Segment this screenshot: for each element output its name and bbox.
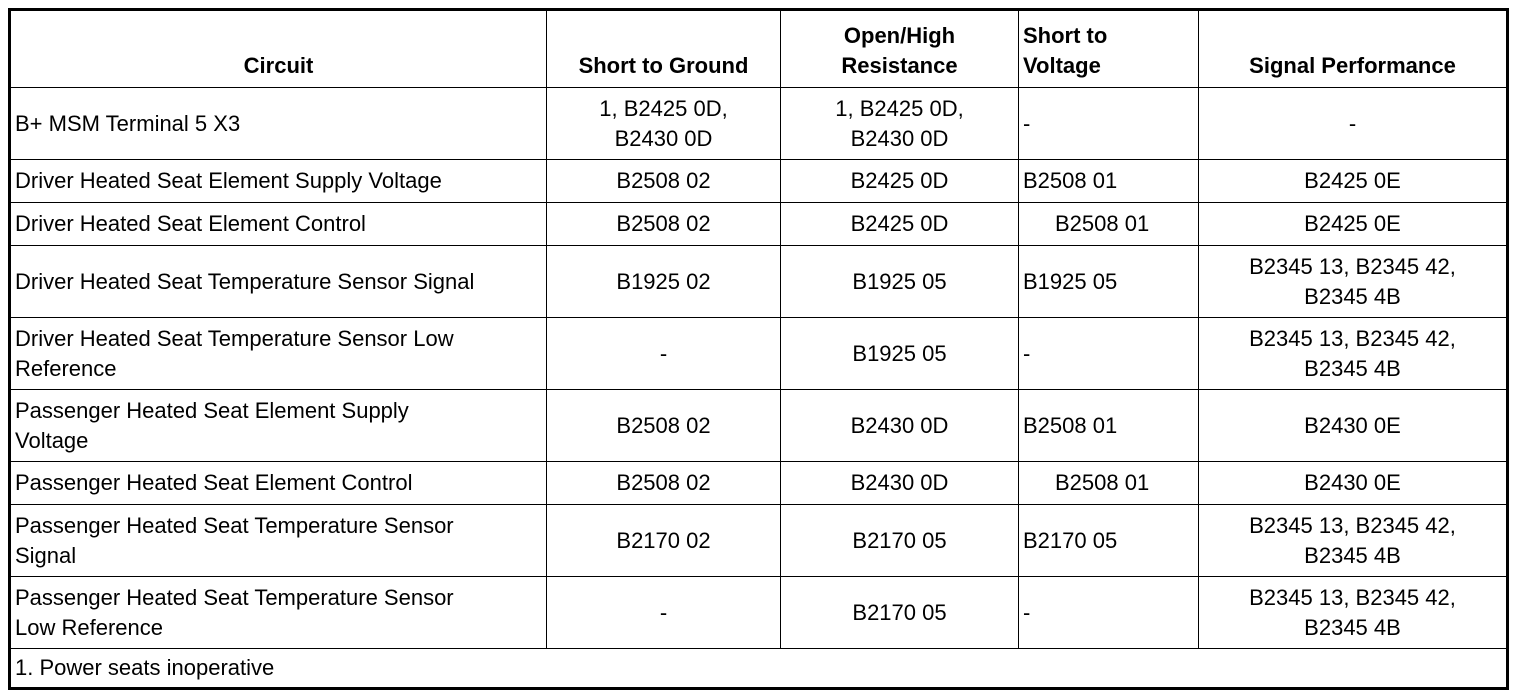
cell-signal-performance: - <box>1199 88 1508 160</box>
cell-open-high-resistance: 1, B2425 0D, B2430 0D <box>781 88 1019 160</box>
cell-signal-performance: B2430 0E <box>1199 462 1508 505</box>
cell-circuit: B+ MSM Terminal 5 X3 <box>10 88 547 160</box>
cell-short-to-ground: B2508 02 <box>547 203 781 246</box>
cell-short-to-voltage: - <box>1019 318 1199 390</box>
cell-short-to-ground: B1925 02 <box>547 246 781 318</box>
footnote: 1. Power seats inoperative <box>10 649 1508 689</box>
cell-short-to-voltage: B2170 05 <box>1019 505 1199 577</box>
header-short-to-voltage: Short to Voltage <box>1019 10 1199 88</box>
circuit-dtc-table <box>8 8 1509 690</box>
cell-short-to-ground: 1, B2425 0D, B2430 0D <box>547 88 781 160</box>
table-row <box>10 160 1508 203</box>
cell-circuit: Passenger Heated Seat Element Supply Voltage <box>10 390 547 462</box>
cell-signal-performance: B2425 0E <box>1199 160 1508 203</box>
table-row <box>10 88 1508 160</box>
cell-open-high-resistance: B2170 05 <box>781 577 1019 649</box>
cell-circuit: Passenger Heated Seat Temperature Sensor Signal <box>10 505 547 577</box>
cell-open-high-resistance: B1925 05 <box>781 246 1019 318</box>
dtc-table-container <box>8 8 1506 690</box>
cell-open-high-resistance: B2425 0D <box>781 160 1019 203</box>
table-row <box>10 203 1508 246</box>
cell-short-to-voltage: B2508 01 <box>1019 390 1199 462</box>
header-row <box>10 10 1508 88</box>
cell-signal-performance: B2430 0E <box>1199 390 1508 462</box>
footnote-row <box>10 649 1508 689</box>
cell-circuit: Driver Heated Seat Element Control <box>10 203 547 246</box>
cell-circuit: Passenger Heated Seat Temperature Sensor Low Reference <box>10 577 547 649</box>
cell-circuit: Driver Heated Seat Temperature Sensor Low Reference <box>10 318 547 390</box>
cell-short-to-ground: B2170 02 <box>547 505 781 577</box>
header-circuit: Circuit <box>10 10 547 88</box>
header-short-to-ground: Short to Ground <box>547 10 781 88</box>
cell-short-to-voltage: B2508 01 <box>1019 462 1199 505</box>
cell-open-high-resistance: B2425 0D <box>781 203 1019 246</box>
cell-short-to-ground: B2508 02 <box>547 462 781 505</box>
cell-short-to-ground: - <box>547 318 781 390</box>
cell-circuit: Driver Heated Seat Temperature Sensor Signal <box>10 246 547 318</box>
table-row <box>10 390 1508 462</box>
cell-signal-performance: B2345 13, B2345 42, B2345 4B <box>1199 318 1508 390</box>
cell-open-high-resistance: B2430 0D <box>781 462 1019 505</box>
cell-short-to-ground: B2508 02 <box>547 160 781 203</box>
cell-short-to-voltage: B2508 01 <box>1019 160 1199 203</box>
cell-signal-performance: B2425 0E <box>1199 203 1508 246</box>
header-open-high-resistance: Open/High Resistance <box>781 10 1019 88</box>
cell-short-to-voltage: B1925 05 <box>1019 246 1199 318</box>
cell-signal-performance: B2345 13, B2345 42, B2345 4B <box>1199 246 1508 318</box>
cell-signal-performance: B2345 13, B2345 42, B2345 4B <box>1199 505 1508 577</box>
cell-circuit: Passenger Heated Seat Element Control <box>10 462 547 505</box>
cell-open-high-resistance: B2170 05 <box>781 505 1019 577</box>
cell-open-high-resistance: B1925 05 <box>781 318 1019 390</box>
table-row <box>10 246 1508 318</box>
header-signal-performance: Signal Performance <box>1199 10 1508 88</box>
cell-signal-performance: B2345 13, B2345 42, B2345 4B <box>1199 577 1508 649</box>
table-row <box>10 462 1508 505</box>
table-row <box>10 318 1508 390</box>
table-row <box>10 577 1508 649</box>
cell-open-high-resistance: B2430 0D <box>781 390 1019 462</box>
cell-short-to-voltage: - <box>1019 88 1199 160</box>
cell-circuit: Driver Heated Seat Element Supply Voltage <box>10 160 547 203</box>
table-row <box>10 505 1508 577</box>
cell-short-to-ground: B2508 02 <box>547 390 781 462</box>
cell-short-to-voltage: - <box>1019 577 1199 649</box>
cell-short-to-ground: - <box>547 577 781 649</box>
cell-short-to-voltage: B2508 01 <box>1019 203 1199 246</box>
